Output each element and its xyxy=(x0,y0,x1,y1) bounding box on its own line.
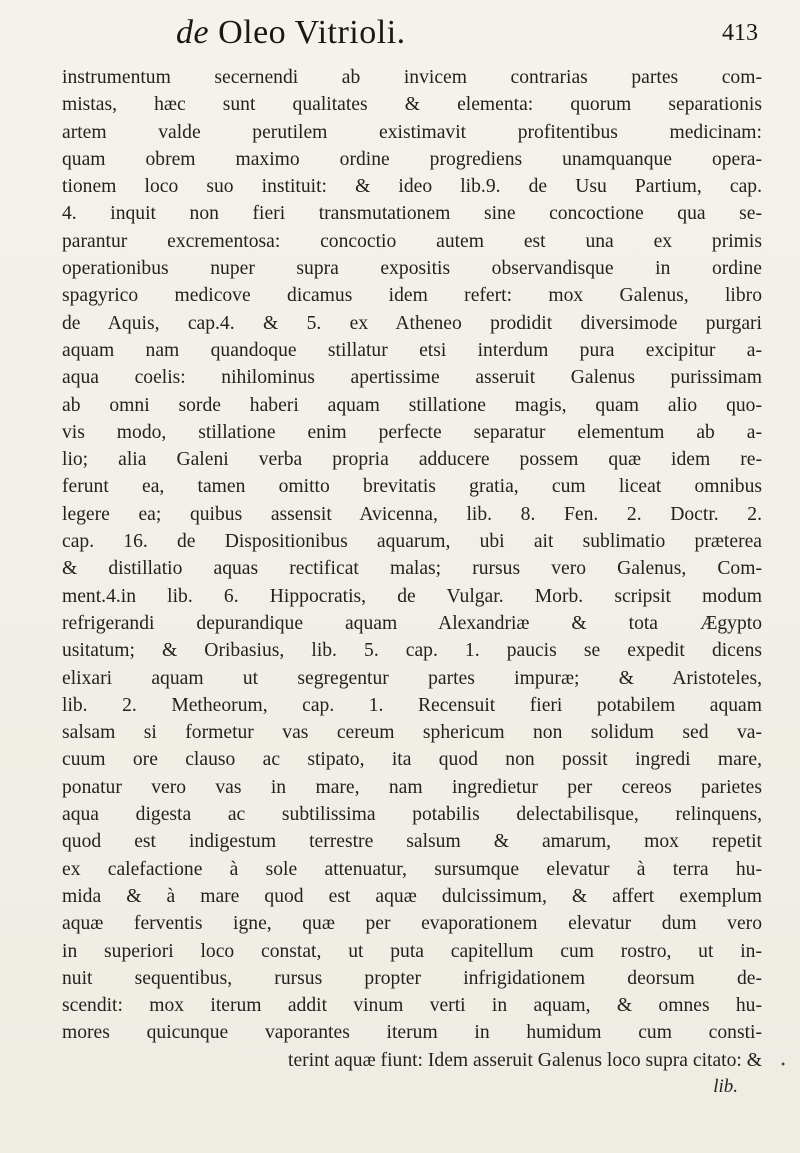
text-line: ment.4.in lib. 6. Hippocratis, de Vulgar. Morb. scripsit modum xyxy=(62,585,762,607)
page-number: 413 xyxy=(722,20,758,46)
edge-mark-dot: • xyxy=(780,1060,786,1071)
text-line: mores quicunque vaporantes iterum in humidum cum consti- xyxy=(62,1022,762,1044)
title-main: Oleo Vitrioli. xyxy=(218,14,406,51)
text-line: instrumentum secernendi ab invicem contrarias partes com- xyxy=(62,67,762,88)
text-line: 4. inquit non fieri transmutationem sine concoctione qua se- xyxy=(62,203,762,225)
text-line: nuit sequentibus, rursus propter infrigidationem deorsum de- xyxy=(62,967,762,989)
text-line: ferunt ea, tamen omitto brevitatis gratia, cum liceat omnibus xyxy=(62,476,762,498)
text-line: aqua digesta ac subtilissima potabilis delectabilisque, relinquens, xyxy=(62,804,762,826)
catchword: lib. xyxy=(713,1076,738,1097)
text-line: aqua coelis: nihilominus apertissime asseruit Galenus purissimam xyxy=(62,367,762,389)
running-title xyxy=(176,14,406,52)
text-line: ex calefactione à sole attenuatur, sursumque elevatur à terra hu- xyxy=(62,858,762,880)
text-line: aquam nam quandoque stillatur etsi interdum pura excipitur a- xyxy=(62,339,762,361)
text-line: scendit: mox iterum addit vinum verti in aquam, & omnes hu- xyxy=(62,995,762,1017)
text-line: ab omni sorde haberi aquam stillatione magis, quam alio quo- xyxy=(62,394,762,416)
text-line: ponatur vero vas in mare, nam ingredietur per cereos parietes xyxy=(62,776,762,798)
text-line: aquæ ferventis igne, quæ per evaporationem elevatur dum vero xyxy=(62,913,762,935)
text-line: usitatum; & Oribasius, lib. 5. cap. 1. paucis se expedit dicens xyxy=(62,640,762,662)
text-line: lio; alia Galeni verba propria adducere possem quæ idem re- xyxy=(62,449,762,471)
text-line: vis modo, stillatione enim perfecte separatur elementum ab a- xyxy=(62,421,762,443)
title-prefix: de xyxy=(176,14,210,51)
text-line: cuum ore clauso ac stipato, ita quod non possit ingredi mare, xyxy=(62,749,762,771)
text-line: refrigerandi depurandique aquam Alexandriæ & tota Ægypto xyxy=(62,612,762,634)
text-line: legere ea; quibus assensit Avicenna, lib. 8. Fen. 2. Doctr. 2. xyxy=(62,503,762,525)
body-text xyxy=(62,64,762,1074)
text-line: operationibus nuper supra expositis observandisque in ordine xyxy=(62,258,762,280)
text-line: mistas, hæc sunt qualitates & elementa: quorum separationis xyxy=(62,94,762,116)
text-line: cap. 16. de Dispositionibus aquarum, ubi ait sublimatio præterea xyxy=(62,531,762,553)
page-header xyxy=(60,14,762,64)
text-line: artem valde perutilem existimavit profitentibus medicinam: xyxy=(62,121,762,143)
text-line: lib. 2. Metheorum, cap. 1. Recensuit fieri potabilem aquam xyxy=(62,694,762,716)
text-line: salsam si formetur vas cereum sphericum non solidum sed va- xyxy=(62,722,762,744)
text-line: de Aquis, cap.4. & 5. ex Atheneo prodidit diversimode purgari xyxy=(62,312,762,334)
text-line: parantur excrementosa: concoctio autem est una ex primis xyxy=(62,230,762,252)
text-line: tionem loco suo instituit: & ideo lib.9. de Usu Partium, cap. xyxy=(62,176,762,198)
text-line: terint aquæ fiunt: Idem asseruit Galenus loco supra citato: & xyxy=(288,1049,762,1071)
text-line: spagyrico medicove dicamus idem refert: mox Galenus, libro xyxy=(62,285,762,307)
text-line: in superiori loco constat, ut puta capitellum cum rostro, ut in- xyxy=(62,940,762,962)
text-line: mida & à mare quod est aquæ dulcissimum, & affert exemplum xyxy=(62,885,762,907)
text-line: quam obrem maximo ordine progrediens unamquanque opera- xyxy=(62,148,762,170)
text-line: elixari aquam ut segregentur partes impuræ; & Aristoteles, xyxy=(62,667,762,689)
text-line: & distillatio aquas rectificat malas; rursus vero Galenus, Com- xyxy=(62,558,762,580)
text-line: quod est indigestum terrestre salsum & amarum, mox repetit xyxy=(62,831,762,853)
